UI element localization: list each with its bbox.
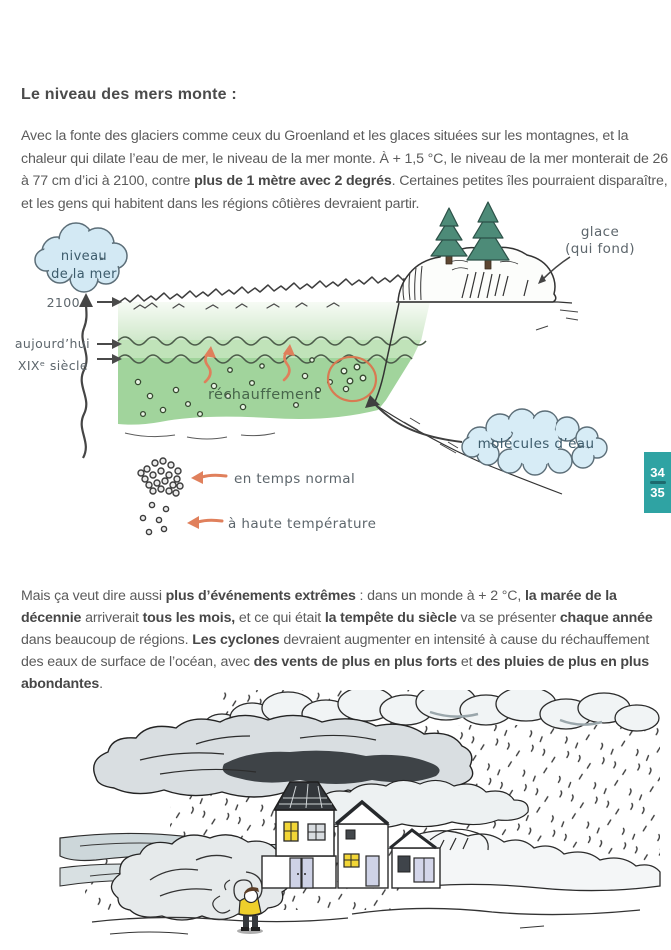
svg-text:glace: glace — [580, 224, 620, 240]
svg-text:XIXᵉ siècle: XIXᵉ siècle — [17, 358, 88, 373]
molecules-cloud — [365, 395, 607, 475]
svg-text:à haute température: à haute température — [228, 516, 377, 532]
sea-level-cloud — [35, 223, 127, 292]
page-number-left: 34 — [650, 465, 665, 480]
arrow-head — [187, 516, 199, 529]
svg-text:en temps normal: en temps normal — [234, 471, 356, 487]
arrow-head — [191, 471, 203, 484]
page-number-tab — [644, 452, 671, 513]
sea-level-diagram — [0, 200, 671, 565]
svg-text:aujourd’hui: aujourd’hui — [14, 336, 90, 351]
svg-text:de la mer: de la mer — [51, 267, 117, 282]
paragraph-sea-level: Avec la fonte des glaciers comme ceux du Groenland et les glaces situées sur les montagnes, et la chaleur qui dilate l’eau de mer, le niveau de la mer monte. À + 1,5 °C, le niveau de la mer monterait de 26 à 77 cm d’ici à 2100, contre plus de 1 mètre avec 2 degrés. Certaines petites îles pourraient disparaître, et les gens qui habitent dans les régions côtières devraient partir. — [21, 128, 668, 212]
warming-label: réchauffement — [208, 387, 321, 403]
arrow-head — [79, 293, 93, 307]
svg-text:molécules d’eau: molécules d’eau — [477, 436, 595, 452]
page-tab-divider — [650, 481, 666, 484]
svg-text:(qui fond): (qui fond) — [565, 241, 635, 257]
legend-high-temp — [140, 502, 376, 534]
legend-normal-temp — [138, 458, 355, 496]
sea-water-drawing — [118, 273, 430, 439]
timeline-axis — [15, 293, 122, 458]
page-title: Le niveau des mers monte : — [21, 86, 237, 103]
paragraph-extreme-events: Mais ça veut dire aussi plus d’événements extrêmes : dans un monde à + 2 °C, la marée de la décennie arriverait tous les mois, et ce qui était la tempête du siècle va se présenter chaque année dans beaucoup de régions. Les cyclones devraient augmenter en intensité à cause du réchauffement des eaux de surface de l’océan, avec des vents de plus en plus forts et des pluies de plus en plus abondantes. — [21, 588, 653, 693]
page-number-right: 35 — [650, 485, 665, 500]
storm-illustration — [0, 690, 671, 950]
svg-text:2100: 2100 — [46, 295, 80, 310]
svg-text:niveau: niveau — [60, 249, 108, 264]
